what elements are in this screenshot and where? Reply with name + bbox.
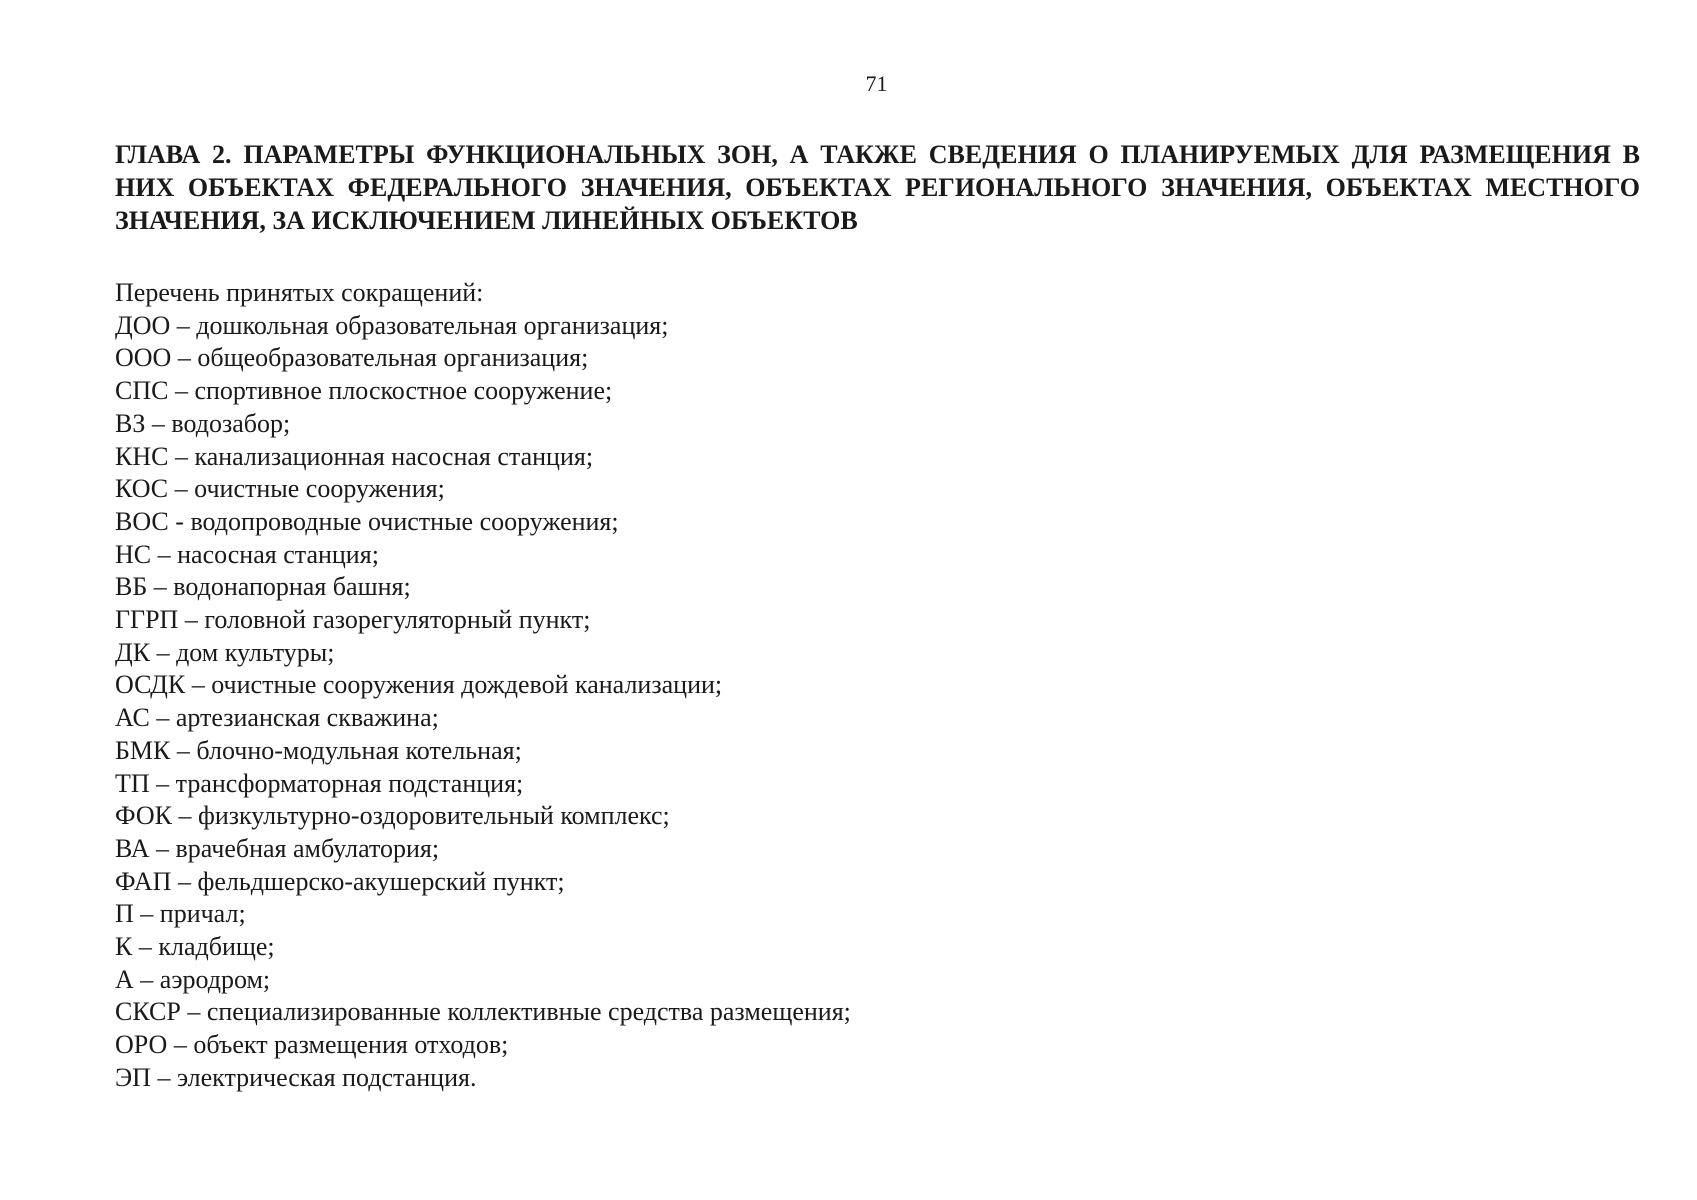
abbreviation-definition: дошкольная образовательная организация [196,310,662,340]
abbreviation-separator: – [149,768,176,798]
abbreviation-code: КНС [115,441,169,471]
abbreviation-item [115,964,1640,997]
abbreviation-separator: – [168,474,195,504]
abbreviation-separator: – [133,964,160,994]
abbreviation-code: А [115,964,134,994]
abbreviation-code: СКСР [115,997,181,1027]
abbreviation-end-punctuation: ; [501,1030,509,1060]
abbreviation-definition: физкультурно-оздоровительный комплекс [197,801,663,831]
abbreviation-code: ГГРП [115,605,179,635]
abbreviation-separator: – [170,735,197,765]
abbreviation-separator: – [170,310,197,340]
abbreviation-code: П [115,899,134,929]
abbreviations-list [115,310,1640,1095]
abbreviation-definition: объект размещения отходов [193,1030,502,1060]
abbreviation-item [115,604,1640,637]
abbreviation-end-punctuation: ; [516,768,524,798]
abbreviation-end-punctuation: ; [557,866,565,896]
abbreviation-code: БМК [115,735,171,765]
abbreviation-code: ДК [115,637,151,667]
abbreviation-item [115,669,1640,702]
abbreviation-separator: – [147,572,174,602]
abbreviation-end-punctuation: ; [605,376,613,406]
abbreviation-separator: – [149,833,176,863]
abbreviation-code: ВБ [115,572,148,602]
abbreviation-definition: электрическая подстанция [176,1062,470,1092]
abbreviation-code: К [115,932,133,962]
abbreviation-item [115,571,1640,604]
abbreviation-separator: – [171,801,198,831]
abbreviation-item [115,931,1640,964]
abbreviation-code: ЭП [115,1062,151,1092]
abbreviation-item [115,866,1640,899]
abbreviation-separator: – [150,1062,177,1092]
abbreviation-definition: общеобразовательная организация [197,343,582,373]
abbreviation-separator: – [168,441,195,471]
abbreviation-definition: спортивное плоскостное сооружение [194,376,605,406]
abbreviation-item [115,441,1640,474]
abbreviation-end-punctuation: . [469,1062,477,1092]
abbreviation-definition: блочно-модульная котельная [196,735,515,765]
abbreviation-definition: врачебная амбулатория [175,833,432,863]
abbreviation-item [115,833,1640,866]
abbreviation-end-punctuation: ; [267,932,275,962]
abbreviation-item [115,473,1640,506]
abbreviation-end-punctuation: ; [661,310,669,340]
abbreviation-item [115,1029,1640,1062]
abbreviation-separator: – [145,408,172,438]
abbreviation-code: НС [115,539,152,569]
abbreviation-code: ВОС [115,506,169,536]
abbreviation-item [115,637,1640,670]
chapter-title: ГЛАВА 2. ПАРАМЕТРЫ ФУНКЦИОНАЛЬНЫХ ЗОН, А ТАКЖЕ СВЕДЕНИЯ О ПЛАНИРУЕМЫХ ДЛЯ РАЗМЕЩЕНИЯ В НИХ ОБЪЕКТАХ ФЕДЕРАЛЬНОГО ЗНАЧЕНИЯ, ОБЪЕКТАХ РЕГИОНАЛЬНОГО ЗНАЧЕНИЯ, ОБЪЕКТАХ МЕСТНОГО ЗНАЧЕНИЯ, ЗА ИСКЛЮЧЕНИЕМ ЛИНЕЙНЫХ ОБЪЕКТОВ [115,140,1640,235]
abbreviation-separator: – [171,343,198,373]
abbreviation-item [115,996,1640,1029]
abbreviation-code: АС [115,703,150,733]
abbreviation-definition: дом культуры [176,637,328,667]
abbreviation-definition: очистные сооружения дождевой канализации [211,670,715,700]
abbreviation-item [115,800,1640,833]
page-number: 71 [865,71,888,96]
abbreviation-item [115,768,1640,801]
abbreviation-code: ОСДК [115,670,186,700]
abbreviation-separator: – [167,1030,194,1060]
abbreviation-end-punctuation: ; [585,441,594,471]
abbreviation-item [115,702,1640,735]
abbreviation-separator: – [178,605,205,635]
abbreviation-separator: – [150,637,177,667]
abbreviation-code: ВА [115,833,150,863]
abbreviation-code: ВЗ [115,408,146,438]
abbreviation-definition: водонапорная башня [173,572,404,602]
abbreviation-end-punctuation: ; [431,833,440,863]
abbreviation-end-punctuation: ; [514,735,522,765]
abbreviation-separator: – [151,539,178,569]
abbreviation-definition: специализированные коллективные средства размещения [206,997,844,1027]
abbreviation-item [115,735,1640,768]
abbreviation-item [115,506,1640,539]
abbreviation-end-punctuation: ; [581,343,589,373]
abbreviation-code: ФАП [115,866,172,896]
abbreviation-code: ТП [115,768,150,798]
abbreviation-item [115,898,1640,931]
abbreviation-item [115,310,1640,343]
abbreviations-intro: Перечень принятых сокращений: [115,278,484,307]
abbreviation-end-punctuation: ; [327,637,335,667]
abbreviation-definition: трансформаторная подстанция [175,768,517,798]
abbreviation-end-punctuation: ; [283,408,291,438]
abbreviation-code: ООО [115,343,172,373]
abbreviation-separator: - [168,506,191,536]
abbreviation-definition: аэродром [159,964,263,994]
abbreviation-end-punctuation: ; [371,539,379,569]
abbreviation-separator: – [132,932,159,962]
abbreviation-definition: головной газорегуляторный пункт [204,605,584,635]
abbreviation-code: СПС [115,376,169,406]
abbreviation-definition: очистные сооружения [194,474,438,504]
abbreviation-code: ФОК [115,801,172,831]
abbreviation-end-punctuation: ; [583,605,591,635]
abbreviation-end-punctuation: ; [843,997,851,1027]
abbreviation-definition: канализационная насосная станция [194,441,586,471]
abbreviation-definition: артезианская скважина [175,703,432,733]
abbreviation-definition: насосная станция [177,539,372,569]
abbreviation-code: ОРО [115,1030,168,1060]
abbreviation-definition: водопроводные очистные сооружения [190,506,612,536]
abbreviation-separator: – [180,997,207,1027]
abbreviation-end-punctuation: ; [262,964,271,994]
abbreviation-code: КОС [115,474,169,504]
abbreviation-end-punctuation: ; [611,506,619,536]
abbreviation-end-punctuation: ; [714,670,723,700]
abbreviation-end-punctuation: ; [437,474,445,504]
abbreviation-separator: – [133,899,160,929]
abbreviation-separator: – [171,866,198,896]
abbreviation-item [115,375,1640,408]
abbreviation-item [115,539,1640,572]
abbreviation-separator: – [168,376,195,406]
abbreviation-definition: кладбище [158,932,268,962]
abbreviation-definition: причал [159,899,239,929]
abbreviation-item [115,342,1640,375]
abbreviation-definition: фельдшерско-акушерский пункт [197,866,558,896]
abbreviation-item [115,1062,1640,1095]
abbreviation-code: ДОО [115,310,171,340]
abbreviation-definition: водозабор [171,408,283,438]
abbreviation-separator: – [185,670,212,700]
abbreviation-item [115,408,1640,441]
abbreviation-end-punctuation: ; [403,572,411,602]
abbreviation-end-punctuation: ; [238,899,246,929]
abbreviation-end-punctuation: ; [431,703,439,733]
abbreviation-end-punctuation: ; [662,801,670,831]
abbreviation-separator: – [149,703,176,733]
